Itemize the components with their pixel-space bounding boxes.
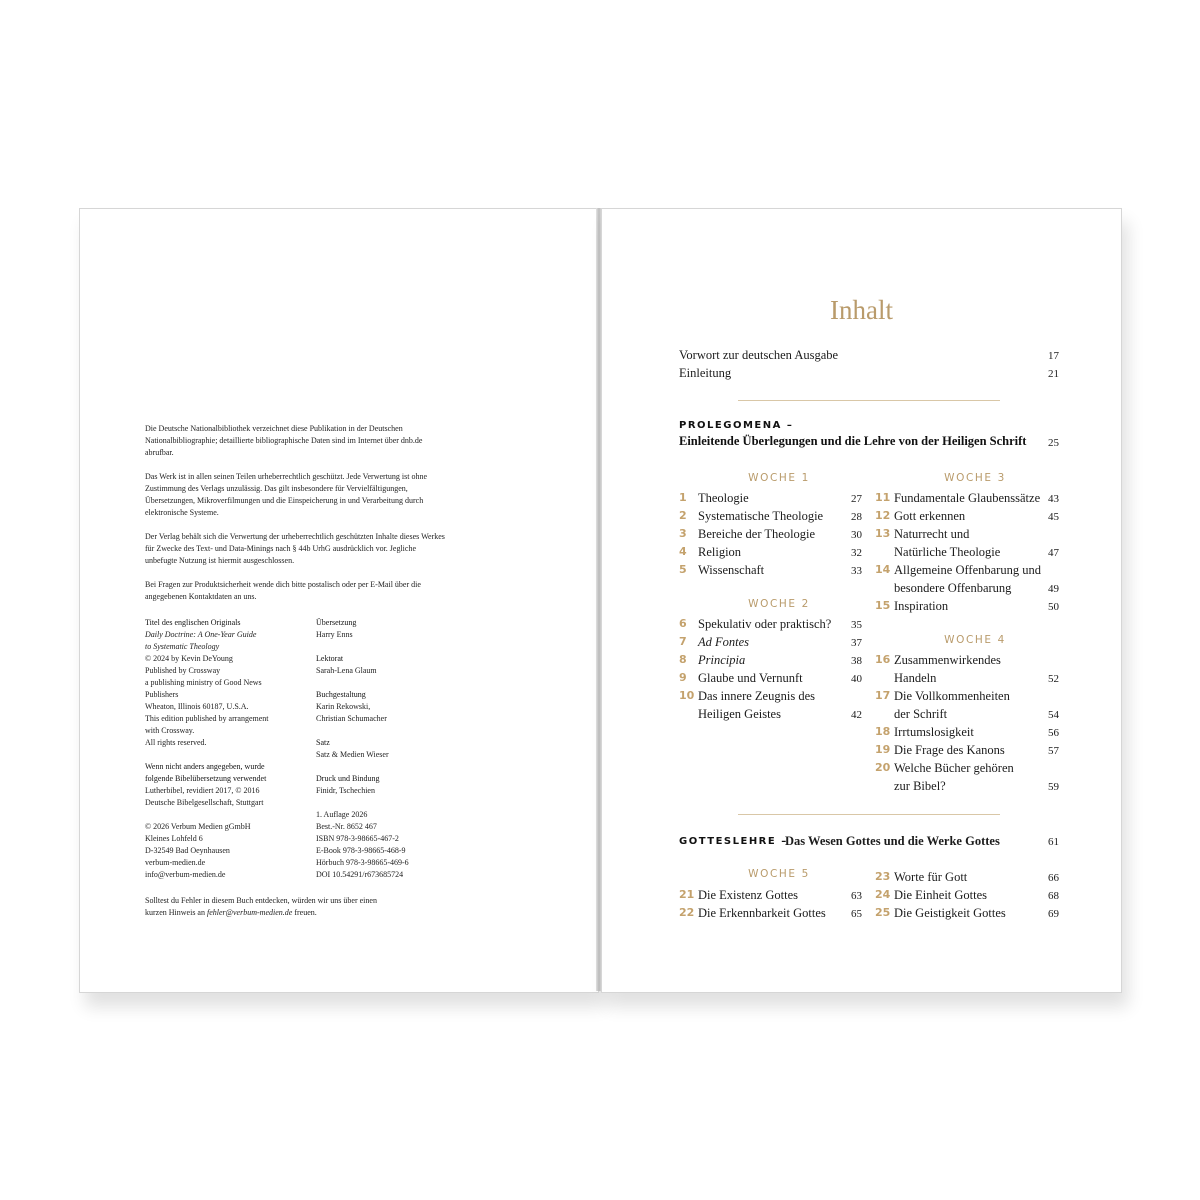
doi: DOI 10.54291/r673685724 [316,870,404,879]
toc-entry-number: 7 [679,635,687,648]
imprint-left-column [145,617,305,893]
toc-entry-continued[interactable]: besondere Offenbarung [894,581,1012,595]
week-heading-1: WOCHE 1 [748,472,810,484]
toc-entry[interactable]: Worte für Gott [894,870,968,884]
toc-entry[interactable]: Welche Bücher gehören [894,761,1014,775]
toc-entry[interactable]: Glaube und Vernunft [698,671,803,685]
week-heading-4: WOCHE 4 [944,634,1006,646]
original-title-line: Daily Doctrine: A One-Year Guide [145,630,257,639]
toc-entry-number: 23 [875,870,891,883]
original-title-line: to Systematic Theology [145,642,220,651]
arrangement-line: with Crossway. [145,726,195,735]
toc-page-number: 27 [851,493,862,505]
toc-entry[interactable]: Die Geistigkeit Gottes [894,906,1006,920]
week-heading-2: WOCHE 2 [748,598,810,610]
toc-page-number: 68 [1048,890,1059,902]
original-publisher-line: a publishing ministry of Good News [145,678,262,687]
toc-page-number: 49 [1048,583,1059,595]
toc-entry[interactable]: Die Existenz Gottes [698,888,798,902]
credit-heading: Druck und Bindung [316,774,380,783]
toc-entry-einleitung[interactable]: Einleitung [679,366,732,380]
credit-value: Sarah-Lena Glaum [316,666,377,675]
errata-notice [145,895,445,919]
toc-entry-number: 8 [679,653,687,666]
original-publisher: Published by Crossway [145,666,221,675]
arrangement-line: This edition published by arrangement [145,714,269,723]
original-title-heading: Titel des englischen Originals [145,618,241,627]
toc-entry[interactable]: Die Vollkommenheiten [894,689,1010,703]
credit-heading: Buchgestaltung [316,690,366,699]
toc-entry-number: 19 [875,743,891,756]
bible-line: folgende Bibelübersetzung verwendet [145,774,267,783]
toc-entry-number: 9 [679,671,687,684]
order-number: Best.-Nr. 8652 467 [316,822,377,831]
edition-info [316,809,466,881]
toc-entry[interactable]: Systematische Theologie [698,509,824,523]
toc-entry-number: 1 [679,491,687,504]
publisher-street: Kleines Lohfeld 6 [145,834,203,843]
toc-page-number: 56 [1048,727,1059,739]
bible-line: Wenn nicht anders angegeben, wurde [145,762,265,771]
week-heading-5: WOCHE 5 [748,868,810,880]
toc-entry[interactable]: Allgemeine Offenbarung und [894,563,1041,577]
editing-credit [316,653,466,677]
bible-line: Deutsche Bibelgesellschaft, Stuttgart [145,798,264,807]
toc-entry[interactable]: Bereiche der Theologie [698,527,816,541]
printing-credit [316,773,466,797]
toc-page-number: 17 [1048,350,1059,362]
dnb-notice: Die Deutsche Nationalbibliothek verzeichnet diese Publikation in der Deutschen Nationalbibliographie; detaillierte bibliographische Daten sind im Internet über dnb.de abrufbar. [145,424,423,457]
toc-entry[interactable]: Fundamentale Glaubenssätze [894,491,1041,505]
toc-page-number: 35 [851,619,862,631]
section-divider [738,400,1000,401]
toc-entry-number: 14 [875,563,891,576]
toc-entry-number: 12 [875,509,891,522]
section-subtitle-prolegomena[interactable]: Einleitende Überlegungen und die Lehre von der Heiligen Schrift [679,434,1027,448]
toc-page-number: 59 [1048,781,1059,793]
section-heading-gotteslehre: GOTTESLEHRE – [679,836,788,847]
credit-value: Christian Schumacher [316,714,387,723]
toc-page-number: 25 [1048,437,1059,449]
toc-page-number: 66 [1048,872,1059,884]
toc-page-number: 57 [1048,745,1059,757]
section-heading-prolegomena: PROLEGOMENA – [679,420,794,431]
design-credit [316,689,466,725]
toc-entry-number: 11 [875,491,891,504]
toc-entry-number: 10 [679,689,695,702]
toc-entry-continued[interactable]: Heiligen Geistes [698,707,781,721]
toc-entry-continued[interactable]: der Schrift [894,707,948,721]
toc-entry-number: 6 [679,617,687,630]
credit-value: Karin Rekowski, [316,702,371,711]
toc-page-number: 38 [851,655,862,667]
toc-title: Inhalt [830,295,893,325]
toc-entry[interactable]: Wissenschaft [698,563,765,577]
toc-entry[interactable]: Ad Fontes [698,635,750,649]
translation-credit [316,617,466,641]
toc-page-number: 61 [1048,836,1059,848]
isbn: ISBN 978-3-98665-467-2 [316,834,399,843]
ebook-isbn: E-Book 978-3-98665-468-9 [316,846,406,855]
toc-entry-number: 13 [875,527,891,540]
toc-entry-number: 4 [679,545,687,558]
toc-page-number: 47 [1048,547,1059,559]
original-publisher-line: Publishers [145,690,179,699]
original-copyright: © 2024 by Kevin DeYoung [145,654,233,663]
credit-heading: Übersetzung [316,618,357,627]
toc-entry[interactable]: Zusammenwirkendes [894,653,1001,667]
toc-entry[interactable]: Theologie [698,491,749,505]
edition-line: 1. Auflage 2026 [316,810,368,819]
toc-entry-number: 24 [875,888,891,901]
credit-value: Harry Enns [316,630,353,639]
publisher-city: D-32549 Bad Oeynhausen [145,846,230,855]
right-page-toc [601,208,1122,993]
toc-entry-number: 15 [875,599,891,612]
toc-page-number: 54 [1048,709,1059,721]
imprint-notices [145,423,447,615]
original-title-block [145,617,305,749]
errata-text: freuen. [292,908,317,917]
credit-heading: Lektorat [316,654,344,663]
toc-entry-number: 2 [679,509,687,522]
typesetting-credit [316,737,466,761]
toc-entry-continued[interactable]: zur Bibel? [894,779,946,793]
toc-entry-vorwort[interactable]: Vorwort zur deutschen Ausgabe [679,348,839,362]
credit-value: Finidr, Tschechien [316,786,375,795]
toc-entry[interactable]: Das innere Zeugnis des [698,689,815,703]
publisher-copyright: © 2026 Verbum Medien gGmbH [145,822,251,831]
toc-page-number: 63 [851,890,862,902]
errata-text: kurzen Hinweis an [145,908,207,917]
toc-entry[interactable]: Religion [698,545,742,559]
toc-entry-number: 21 [679,888,695,901]
toc-entry[interactable]: Die Frage des Kanons [894,743,1005,757]
toc-page-number: 45 [1048,511,1059,523]
product-safety-notice: Bei Fragen zur Produktsicherheit wende dich bitte postalisch oder per E-Mail über die angegebenen Kontaktdaten an uns. [145,580,421,601]
publisher-block [145,821,305,881]
toc-page-number: 28 [851,511,862,523]
credit-heading: Satz [316,738,330,747]
toc-page-number: 30 [851,529,862,541]
toc-entry-number: 17 [875,689,891,702]
toc-entry-continued[interactable]: Handeln [894,671,937,685]
publisher-website: verbum-medien.de [145,858,206,867]
toc-page-number: 37 [851,637,862,649]
toc-page-number: 52 [1048,673,1059,685]
bible-line: Lutherbibel, revidiert 2017, © 2016 [145,786,260,795]
audiobook-isbn: Hörbuch 978-3-98665-469-6 [316,858,409,867]
toc-entry[interactable]: Die Einheit Gottes [894,888,988,902]
errata-line: Solltest du Fehler in diesem Buch entdecken, würden wir uns über einen [145,896,377,905]
toc-entry[interactable]: Principia [698,653,746,667]
toc-entry-number: 16 [875,653,891,666]
toc-page-number: 21 [1048,368,1059,380]
left-page-imprint [79,208,599,993]
section-subtitle-gotteslehre[interactable]: Das Wesen Gottes und die Werke Gottes [785,834,1000,848]
toc-entry-number: 18 [875,725,891,738]
toc-entry[interactable]: Irrtumslosigkeit [894,725,974,739]
toc-page-number: 33 [851,565,862,577]
book-spread [79,208,1122,991]
toc-entry-number: 5 [679,563,687,576]
publisher-email: info@verbum-medien.de [145,870,226,879]
toc-page-number: 65 [851,908,862,920]
rights-reserved: All rights reserved. [145,738,207,747]
bible-translation-block [145,761,305,809]
toc-entry[interactable]: Gott erkennen [894,509,966,523]
toc-page-number: 69 [1048,908,1059,920]
week-heading-3: WOCHE 3 [944,472,1006,484]
errata-line [145,907,445,919]
toc-entry-number: 25 [875,906,891,919]
toc-entry[interactable]: Spekulativ oder praktisch? [698,617,832,631]
original-address: Wheaton, Illinois 60187, U.S.A. [145,702,249,711]
toc-entry-number: 3 [679,527,687,540]
toc-page-number: 43 [1048,493,1059,505]
toc-page-number: 50 [1048,601,1059,613]
toc-page-number: 42 [851,709,862,721]
toc-entry[interactable]: Naturrecht und [894,527,970,541]
toc-entry-number: 20 [875,761,891,774]
toc-entry-number: 22 [679,906,695,919]
credit-value: Satz & Medien Wieser [316,750,389,759]
toc-page-number: 32 [851,547,862,559]
toc-entry-continued[interactable]: Natürliche Theologie [894,545,1001,559]
toc-page-number: 40 [851,673,862,685]
section-divider [738,814,1000,815]
copyright-notice: Das Werk ist in allen seinen Teilen urheberrechtlich geschützt. Jede Verwertung ist ohne Zustimmung des Verlags unzulässig. Das gilt insbesondere für Vervielfältigungen, Übersetzungen, Mikroverfilmungen und die Einspeicherung in und Verarbeitung durch elektronische Systeme. [145,472,428,517]
toc-entry[interactable]: Die Erkennbarkeit Gottes [698,906,826,920]
toc-entry[interactable]: Inspiration [894,599,949,613]
errata-email-link[interactable]: fehler@verbum-medien.de [206,908,293,917]
tdm-notice: Der Verlag behält sich die Verwertung der urheberrechtlich geschützten Inhalte dieses Werkes für Zwecke des Text- und Data-Minings nach § 44b UrhG ausdrücklich vor. Jegliche unbefugte Nutzung ist hiermit ausgeschlossen. [145,532,445,565]
imprint-right-column [316,617,466,893]
